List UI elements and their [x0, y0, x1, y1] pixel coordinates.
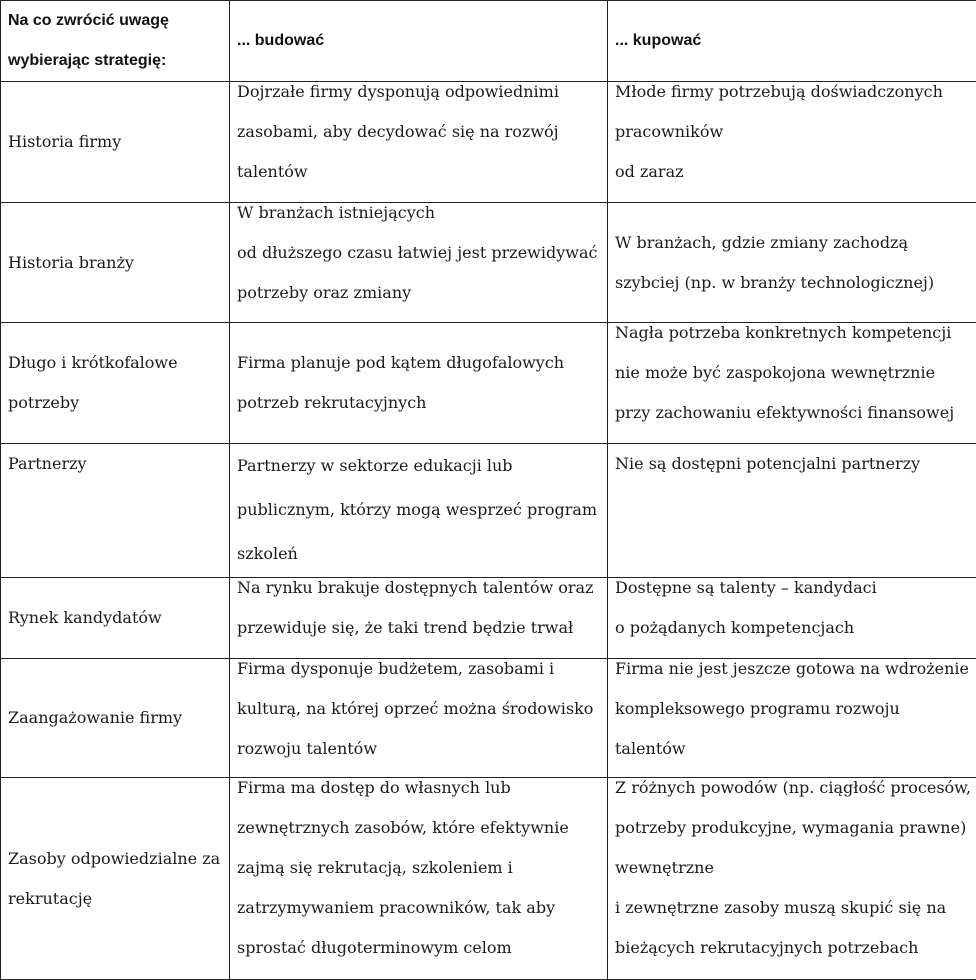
build-line: od dłuższego czasu łatwiej jest przewidywać — [237, 233, 600, 273]
buy-line: i zewnętrzne zasoby muszą skupić się na — [615, 888, 969, 928]
buy-line: Nagła potrzeba konkretnych kompetencji — [615, 323, 969, 354]
buy-line: talentów — [615, 729, 969, 769]
build-line: sprostać długoterminowym celom — [237, 928, 600, 968]
build-cell — [230, 778, 608, 980]
buy-line: potrzeby produkcyjne, wymagania prawne) — [615, 808, 969, 848]
row-label-line: Historia branży — [8, 243, 222, 283]
row-label — [1, 82, 230, 203]
build-line: publicznym, którzy mogą wesprzeć program — [237, 488, 600, 532]
buy-cell — [608, 323, 976, 444]
table-row — [1, 444, 976, 578]
buy-line: Młode firmy potrzebują doświadczonych — [615, 82, 969, 113]
build-line: Firma planuje pod kątem długofalowych — [237, 343, 600, 383]
build-line: zajmą się rekrutacją, szkoleniem i — [237, 848, 600, 888]
buy-cell — [608, 778, 976, 980]
buy-line: pracowników — [615, 112, 969, 152]
build-line: Firma ma dostęp do własnych lub — [237, 778, 600, 809]
buy-line: wewnętrzne — [615, 848, 969, 888]
build-line: Dojrzałe firmy dysponują odpowiednimi — [237, 82, 600, 113]
build-line: Partnerzy w sektorze edukacji lub — [237, 444, 600, 488]
build-cell — [230, 578, 608, 659]
buy-cell — [608, 203, 976, 323]
build-cell — [230, 203, 608, 323]
row-label-line: Zaangażowanie firmy — [8, 698, 222, 738]
buy-line: od zaraz — [615, 152, 969, 192]
table-row — [1, 323, 976, 444]
build-line: W branżach istniejących — [237, 203, 600, 234]
buy-line: przy zachowaniu efektywności finansowej — [615, 393, 969, 433]
table-row — [1, 659, 976, 778]
buy-cell — [608, 578, 976, 659]
table-row — [1, 778, 976, 980]
header-buy: ... kupować — [608, 1, 976, 82]
build-cell — [230, 659, 608, 778]
row-label — [1, 659, 230, 778]
build-line: Firma dysponuje budżetem, zasobami i — [237, 659, 600, 690]
buy-line: Nie są dostępni potencjalni partnerzy — [615, 444, 969, 484]
buy-cell — [608, 444, 976, 578]
buy-line: Firma nie jest jeszcze gotowa na wdrożenie — [615, 659, 969, 690]
row-label — [1, 203, 230, 323]
buy-cell — [608, 82, 976, 203]
row-label-line: Zasoby odpowiedzialne za — [8, 839, 222, 879]
header-criteria-line: wybierając strategię: — [8, 41, 222, 81]
row-label-line: Długo i krótkofalowe — [8, 343, 222, 383]
build-line: zatrzymywaniem pracowników, tak aby — [237, 888, 600, 928]
build-cell — [230, 444, 608, 578]
build-cell — [230, 82, 608, 203]
header-criteria — [1, 1, 230, 82]
build-line: rozwoju talentów — [237, 729, 600, 769]
row-label-line: potrzeby — [8, 383, 222, 423]
header-build: ... budować — [230, 1, 608, 82]
buy-line: W branżach, gdzie zmiany zachodzą — [615, 223, 969, 263]
row-label — [1, 444, 230, 578]
build-line: kulturą, na której oprzeć można środowisko — [237, 689, 600, 729]
buy-line: bieżących rekrutacyjnych potrzebach — [615, 928, 969, 968]
buy-line: o pożądanych kompetencjach — [615, 608, 969, 648]
buy-line: szybciej (np. w branży technologicznej) — [615, 263, 969, 303]
build-line: zewnętrznych zasobów, które efektywnie — [237, 808, 600, 848]
row-label-line: Rynek kandydatów — [8, 598, 222, 638]
row-label-line: Historia firmy — [8, 122, 222, 162]
table-row — [1, 578, 976, 659]
build-cell — [230, 323, 608, 444]
buy-line: Dostępne są talenty – kandydaci — [615, 578, 969, 609]
build-line: przewiduje się, że taki trend będzie trwał — [237, 608, 600, 648]
table-row — [1, 82, 976, 203]
row-label-line: rekrutację — [8, 879, 222, 919]
build-line: zasobami, aby decydować się na rozwój — [237, 112, 600, 152]
buy-line: Z różnych powodów (np. ciągłość procesów, — [615, 778, 969, 809]
build-line: Na rynku brakuje dostępnych talentów oraz — [237, 578, 600, 609]
build-line: potrzeby oraz zmiany — [237, 273, 600, 313]
row-label — [1, 323, 230, 444]
header-row — [1, 1, 976, 82]
build-line: szkoleń — [237, 532, 600, 576]
buy-cell — [608, 659, 976, 778]
build-line: talentów — [237, 152, 600, 192]
row-label — [1, 578, 230, 659]
row-label-line: Partnerzy — [8, 444, 222, 484]
buy-line: kompleksowego programu rozwoju — [615, 689, 969, 729]
table-row — [1, 203, 976, 323]
row-label — [1, 778, 230, 980]
buy-line: nie może być zaspokojona wewnętrznie — [615, 353, 969, 393]
header-criteria-line: Na co zwrócić uwagę — [8, 1, 222, 41]
build-line: potrzeb rekrutacyjnych — [237, 383, 600, 423]
